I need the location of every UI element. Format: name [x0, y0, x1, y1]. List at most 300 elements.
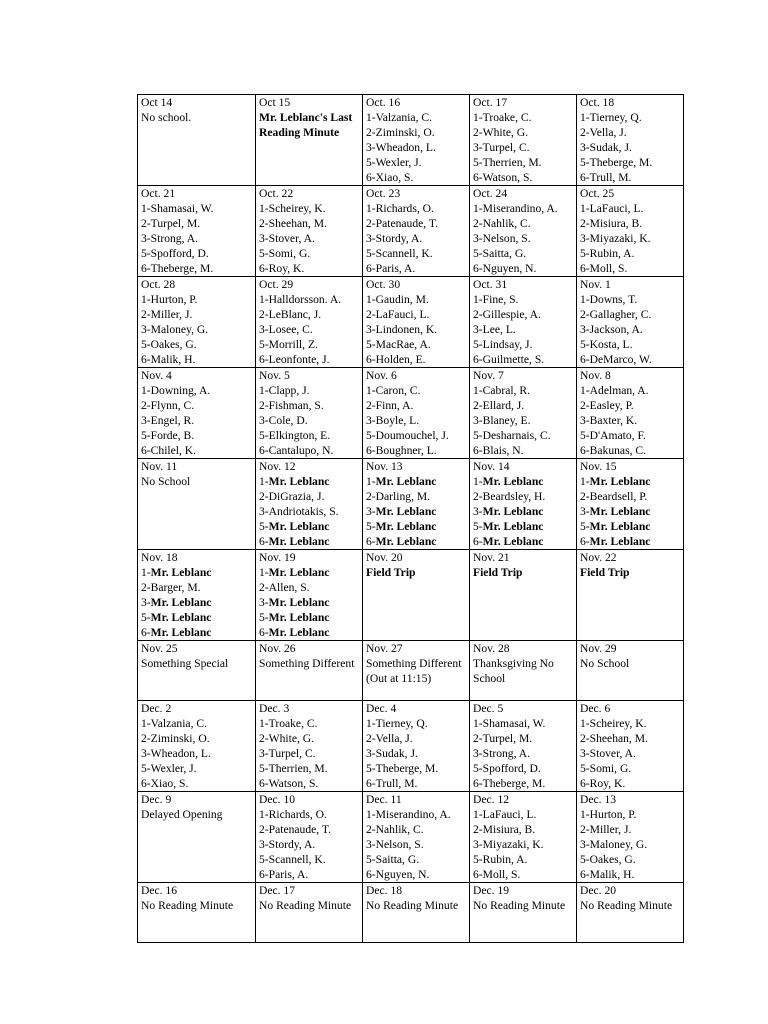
assignment-text: 5-Spofford, D. — [473, 762, 541, 775]
assignment-text: 3-Maloney, G. — [141, 323, 209, 336]
assignment-line — [259, 852, 359, 867]
assignment-text: 5-Theberge, M. — [580, 156, 653, 169]
assignment-line — [473, 246, 573, 261]
day-date: Nov. 15 — [580, 460, 617, 473]
assignment-text: 1-Downing, A. — [141, 384, 211, 397]
assignment-text: 6-DeMarco, W. — [580, 353, 652, 366]
assignment-line — [366, 140, 466, 155]
assignment-line — [580, 292, 680, 307]
assignment-line — [473, 867, 573, 882]
period-number: 3- — [141, 596, 151, 609]
assignment-line — [141, 216, 252, 231]
assignment-line — [141, 731, 252, 746]
assignment-text: Something Different — [259, 657, 355, 670]
day-cell — [577, 701, 684, 792]
assignment-line — [259, 383, 359, 398]
day-cell — [577, 641, 684, 701]
assignment-line — [580, 807, 680, 822]
assignment-line — [580, 201, 680, 216]
assignment-text: 6-Watson, S. — [259, 777, 319, 790]
day-date: Oct. 24 — [473, 187, 508, 200]
assignment-line — [580, 761, 680, 776]
assignment-text: 5-Forde, B. — [141, 429, 195, 442]
day-cell — [577, 277, 684, 368]
day-date: Nov. 6 — [366, 369, 397, 382]
day-cell — [256, 883, 363, 943]
period-number: 6- — [141, 626, 151, 639]
assignment-line — [580, 322, 680, 337]
assignment-line — [259, 625, 359, 640]
day-cell — [363, 883, 470, 943]
assignment-text: 5-Spofford, D. — [141, 247, 209, 260]
week-row — [138, 701, 684, 792]
day-date: Oct. 22 — [259, 187, 294, 200]
assignment-text: Mr. Leblanc — [268, 596, 330, 609]
day-date: Oct. 29 — [259, 278, 294, 291]
assignment-line — [473, 852, 573, 867]
assignment-text: 1-Miserandino, A. — [366, 808, 451, 821]
assignment-text: 6-Trull, M. — [366, 777, 418, 790]
assignment-line — [473, 140, 573, 155]
day-cell — [256, 459, 363, 550]
assignment-text: Something Different (Out at 11:15) — [366, 657, 462, 685]
day-cell — [138, 550, 256, 641]
assignment-text: 2-Barger, M. — [141, 581, 201, 594]
assignment-text: 5-Desharnais, C. — [473, 429, 551, 442]
assignment-text: 3-Sudak, J. — [580, 141, 632, 154]
day-date: Oct. 23 — [366, 187, 401, 200]
assignment-line — [141, 746, 252, 761]
assignment-line — [473, 428, 573, 443]
period-number: 5- — [366, 520, 376, 533]
assignment-line — [366, 565, 466, 580]
assignment-line — [141, 231, 252, 246]
day-date: Nov. 7 — [473, 369, 504, 382]
day-cell — [363, 368, 470, 459]
assignment-text: 3-Strong, A. — [141, 232, 199, 245]
assignment-text: 1-Valzania, C. — [141, 717, 207, 730]
assignment-text: No Reading Minute — [473, 899, 566, 912]
assignment-line — [259, 398, 359, 413]
assignment-text: 3-Turpel, C. — [473, 141, 530, 154]
assignment-line — [366, 656, 466, 686]
assignment-line — [259, 489, 359, 504]
period-number: 5- — [141, 611, 151, 624]
assignment-line — [366, 504, 466, 519]
day-date: Dec. 18 — [366, 884, 403, 897]
assignment-text: 3-Turpel, C. — [259, 747, 316, 760]
assignment-line — [473, 216, 573, 231]
day-date: Nov. 26 — [259, 642, 296, 655]
assignment-text: 6-Roy, K. — [580, 777, 626, 790]
assignment-line — [473, 807, 573, 822]
assignment-line — [141, 322, 252, 337]
assignment-text: 2-Finn, A. — [366, 399, 414, 412]
day-cell — [577, 792, 684, 883]
assignment-line — [141, 428, 252, 443]
day-date: Oct. 25 — [580, 187, 615, 200]
assignment-line — [259, 761, 359, 776]
assignment-line — [580, 428, 680, 443]
assignment-text: Mr. Leblanc — [150, 596, 212, 609]
assignment-line — [366, 337, 466, 352]
assignment-line — [473, 292, 573, 307]
assignment-line — [366, 776, 466, 791]
assignment-text: 5-Wexler, J. — [366, 156, 422, 169]
assignment-line — [141, 201, 252, 216]
day-date: Dec. 12 — [473, 793, 510, 806]
assignment-line — [366, 867, 466, 882]
assignment-text: Mr. Leblanc — [482, 475, 544, 488]
assignment-text: Mr. Leblanc — [589, 505, 651, 518]
assignment-line — [366, 307, 466, 322]
period-number: 5- — [473, 520, 483, 533]
assignment-line — [259, 337, 359, 352]
assignment-line — [473, 746, 573, 761]
assignment-line — [366, 261, 466, 276]
assignment-text: 6-Bakunas, C. — [580, 444, 647, 457]
assignment-text: No Reading Minute — [141, 899, 234, 912]
assignment-text: Mr. Leblanc — [589, 535, 651, 548]
assignment-line — [366, 201, 466, 216]
assignment-text: 5-Theberge, M. — [366, 762, 439, 775]
day-date: Nov. 28 — [473, 642, 510, 655]
assignment-line — [259, 261, 359, 276]
day-date: Nov. 19 — [259, 551, 296, 564]
assignment-text: 5-Somi, G. — [259, 247, 311, 260]
assignment-line — [580, 231, 680, 246]
day-cell — [256, 186, 363, 277]
day-date: Nov. 22 — [580, 551, 617, 564]
assignment-line — [580, 307, 680, 322]
assignment-text: Mr. Leblanc's Last Reading Minute — [259, 111, 353, 139]
assignment-text: No school. — [141, 111, 192, 124]
assignment-text: Delayed Opening — [141, 808, 223, 821]
assignment-text: 3-Stordy, A. — [259, 838, 316, 851]
day-cell — [256, 368, 363, 459]
assignment-line — [473, 322, 573, 337]
assignment-text: Something Special — [141, 657, 229, 670]
assignment-line — [580, 383, 680, 398]
day-cell — [256, 701, 363, 792]
assignment-text: Mr. Leblanc — [589, 475, 651, 488]
assignment-line — [141, 246, 252, 261]
assignment-line — [473, 731, 573, 746]
assignment-text: 2-Patenaude, T. — [259, 823, 332, 836]
week-row — [138, 641, 684, 701]
assignment-text: 3-Baxter, K. — [580, 414, 638, 427]
assignment-text: 1-LaFauci, L. — [473, 808, 537, 821]
assignment-text: 2-Miller, J. — [141, 308, 193, 321]
assignment-line — [259, 716, 359, 731]
assignment-text: 3-Stover, A. — [259, 232, 315, 245]
assignment-line — [366, 383, 466, 398]
assignment-line — [580, 867, 680, 882]
assignment-text: 5-MacRae, A. — [366, 338, 431, 351]
assignment-line — [259, 519, 359, 534]
assignment-text: Mr. Leblanc — [482, 535, 544, 548]
assignment-line — [580, 852, 680, 867]
assignment-line — [259, 867, 359, 882]
assignment-line — [580, 837, 680, 852]
assignment-text: 1-Hurton, P. — [141, 293, 198, 306]
assignment-text: 3-Nelson, S. — [473, 232, 531, 245]
assignment-line — [141, 337, 252, 352]
assignment-line — [366, 716, 466, 731]
assignment-line — [366, 292, 466, 307]
day-cell — [138, 186, 256, 277]
assignment-line — [259, 322, 359, 337]
period-number: 6- — [366, 535, 376, 548]
assignment-line — [366, 837, 466, 852]
assignment-text: 6-Blais, N. — [473, 444, 524, 457]
assignment-line — [473, 565, 573, 580]
assignment-line — [580, 261, 680, 276]
assignment-text: No Reading Minute — [366, 899, 459, 912]
period-number: 5- — [580, 520, 590, 533]
day-cell — [138, 368, 256, 459]
day-cell — [256, 792, 363, 883]
assignment-line — [141, 110, 252, 125]
assignment-text: 2-Nahlik, C. — [473, 217, 531, 230]
assignment-text: 5-Elkington, E. — [259, 429, 331, 442]
assignment-line — [259, 413, 359, 428]
assignment-text: 6-Cantalupo, N. — [259, 444, 334, 457]
assignment-text: 5-D'Amato, F. — [580, 429, 646, 442]
assignment-text: 2-White, G. — [259, 732, 315, 745]
assignment-line — [580, 443, 680, 458]
assignment-line — [141, 443, 252, 458]
assignment-text: 6-Xiao, S. — [141, 777, 189, 790]
assignment-text: 6-Watson, S. — [473, 171, 533, 184]
assignment-line — [473, 898, 573, 913]
assignment-text: 3-Jackson, A. — [580, 323, 643, 336]
period-number: 6- — [259, 535, 269, 548]
assignment-line — [259, 292, 359, 307]
assignment-line — [141, 595, 252, 610]
day-cell — [138, 641, 256, 701]
assignment-text: 1-Gaudin, M. — [366, 293, 429, 306]
assignment-text: Mr. Leblanc — [375, 535, 437, 548]
assignment-line — [366, 352, 466, 367]
assignment-line — [580, 170, 680, 185]
assignment-line — [473, 352, 573, 367]
assignment-line — [473, 761, 573, 776]
day-date: Nov. 13 — [366, 460, 403, 473]
assignment-text: 5-Rubin, A. — [473, 853, 528, 866]
day-cell — [470, 95, 577, 186]
assignment-text: 2-Gallagher, C. — [580, 308, 652, 321]
period-number: 3- — [366, 505, 376, 518]
assignment-line — [580, 656, 680, 671]
assignment-text: 1-Caron, C. — [366, 384, 421, 397]
assignment-text: 2-Allen, S. — [259, 581, 310, 594]
assignment-line — [473, 504, 573, 519]
assignment-text: 5-Oakes, G. — [580, 853, 636, 866]
assignment-text: 2-Miller, J. — [580, 823, 632, 836]
assignment-text: 3-Lindonen, K. — [366, 323, 438, 336]
day-cell — [363, 186, 470, 277]
assignment-line — [259, 595, 359, 610]
assignment-line — [141, 261, 252, 276]
assignment-text: 1-Tierney, Q. — [366, 717, 428, 730]
day-cell — [138, 459, 256, 550]
week-row — [138, 792, 684, 883]
assignment-text: No Reading Minute — [259, 899, 352, 912]
assignment-text: 1-Hurton, P. — [580, 808, 637, 821]
assignment-text: 3-Boyle, L. — [366, 414, 420, 427]
assignment-line — [259, 731, 359, 746]
assignment-text: 6-Theberge, M. — [473, 777, 546, 790]
assignment-line — [141, 352, 252, 367]
assignment-text: 5-Lindsay, J. — [473, 338, 533, 351]
period-number: 6- — [580, 535, 590, 548]
day-cell — [256, 550, 363, 641]
day-cell — [138, 701, 256, 792]
assignment-text: Field Trip — [580, 566, 630, 579]
assignment-text: Mr. Leblanc — [268, 475, 330, 488]
assignment-line — [141, 398, 252, 413]
assignment-text: 6-Paris, A. — [259, 868, 309, 881]
assignment-line — [366, 746, 466, 761]
assignment-line — [580, 776, 680, 791]
assignment-line — [141, 610, 252, 625]
day-date: Oct 15 — [259, 96, 291, 109]
assignment-line — [473, 519, 573, 534]
day-date: Dec. 20 — [580, 884, 617, 897]
assignment-text: 1-Richards, O. — [366, 202, 434, 215]
assignment-text: 6-Guilmette, S. — [473, 353, 545, 366]
day-date: Nov. 8 — [580, 369, 611, 382]
assignment-text: Mr. Leblanc — [482, 520, 544, 533]
day-cell — [138, 277, 256, 368]
day-cell — [470, 459, 577, 550]
assignment-line — [259, 656, 359, 671]
assignment-text: 3-Lee, L. — [473, 323, 516, 336]
assignment-line — [141, 474, 252, 489]
day-date: Oct. 30 — [366, 278, 401, 291]
assignment-text: 2-Patenaude, T. — [366, 217, 439, 230]
assignment-text: 5-Doumouchel, J. — [366, 429, 449, 442]
week-row — [138, 883, 684, 943]
assignment-text: 6-Boughner, L. — [366, 444, 437, 457]
assignment-line — [259, 216, 359, 231]
day-date: Nov. 27 — [366, 642, 403, 655]
assignment-line — [473, 383, 573, 398]
week-row — [138, 459, 684, 550]
day-cell — [577, 550, 684, 641]
assignment-text: 2-Misiura, B. — [580, 217, 643, 230]
assignment-text: 6-Paris, A. — [366, 262, 416, 275]
assignment-text: 1-Shamasai, W. — [141, 202, 214, 215]
assignment-text: 2-Sheehan, M. — [580, 732, 648, 745]
assignment-line — [259, 443, 359, 458]
day-date: Nov. 14 — [473, 460, 510, 473]
assignment-line — [473, 776, 573, 791]
day-date: Oct. 28 — [141, 278, 176, 291]
day-cell — [470, 550, 577, 641]
assignment-line — [141, 413, 252, 428]
assignment-line — [473, 201, 573, 216]
assignment-line — [473, 443, 573, 458]
assignment-text: 5-Therrien, M. — [259, 762, 328, 775]
assignment-text: 2-LaFauci, L. — [366, 308, 430, 321]
assignment-line — [366, 898, 466, 913]
assignment-line — [366, 216, 466, 231]
assignment-text: 3-Strong, A. — [473, 747, 531, 760]
assignment-line — [366, 852, 466, 867]
assignment-line — [259, 822, 359, 837]
week-row — [138, 550, 684, 641]
assignment-text: Mr. Leblanc — [150, 611, 212, 624]
assignment-line — [141, 898, 252, 913]
assignment-line — [259, 201, 359, 216]
day-cell — [256, 277, 363, 368]
day-date: Nov. 11 — [141, 460, 178, 473]
assignment-text: 2-White, G. — [473, 126, 529, 139]
assignment-text: 2-LeBlanc, J. — [259, 308, 322, 321]
day-cell — [363, 95, 470, 186]
assignment-line — [580, 216, 680, 231]
day-date: Dec. 5 — [473, 702, 504, 715]
assignment-line — [580, 155, 680, 170]
assignment-text: 2-Flynn, C. — [141, 399, 195, 412]
assignment-text: 2-Darling, M. — [366, 490, 431, 503]
assignment-line — [259, 307, 359, 322]
assignment-line — [580, 413, 680, 428]
period-number: 1- — [580, 475, 590, 488]
week-row — [138, 95, 684, 186]
assignment-line — [259, 504, 359, 519]
assignment-text: Mr. Leblanc — [150, 566, 212, 579]
assignment-text: 1-Troake, C. — [259, 717, 318, 730]
assignment-text: Mr. Leblanc — [268, 626, 330, 639]
assignment-line — [259, 580, 359, 595]
assignment-line — [259, 110, 359, 140]
assignment-text: No Reading Minute — [580, 899, 673, 912]
day-date: Nov. 5 — [259, 369, 290, 382]
assignment-line — [366, 822, 466, 837]
assignment-line — [366, 398, 466, 413]
day-cell — [138, 792, 256, 883]
assignment-line — [259, 352, 359, 367]
assignment-text: 1-Richards, O. — [259, 808, 327, 821]
assignment-line — [141, 761, 252, 776]
assignment-line — [473, 261, 573, 276]
day-date: Oct. 16 — [366, 96, 401, 109]
assignment-line — [259, 807, 359, 822]
assignment-line — [366, 322, 466, 337]
day-cell — [470, 883, 577, 943]
assignment-text: 2-DiGrazia, J. — [259, 490, 325, 503]
assignment-text: 6-Trull, M. — [580, 171, 632, 184]
assignment-line — [473, 337, 573, 352]
assignment-line — [473, 474, 573, 489]
assignment-text: 2-Easley, P. — [580, 399, 634, 412]
day-cell — [470, 641, 577, 701]
day-cell — [256, 95, 363, 186]
assignment-line — [473, 231, 573, 246]
assignment-line — [259, 474, 359, 489]
assignment-line — [473, 716, 573, 731]
day-date: Dec. 9 — [141, 793, 172, 806]
assignment-text: 2-Vella, J. — [580, 126, 627, 139]
assignment-text: 1-Valzania, C. — [366, 111, 432, 124]
assignment-text: Mr. Leblanc — [375, 520, 437, 533]
assignment-text: 5-Oakes, G. — [141, 338, 197, 351]
period-number: 3- — [580, 505, 590, 518]
assignment-text: Field Trip — [473, 566, 523, 579]
